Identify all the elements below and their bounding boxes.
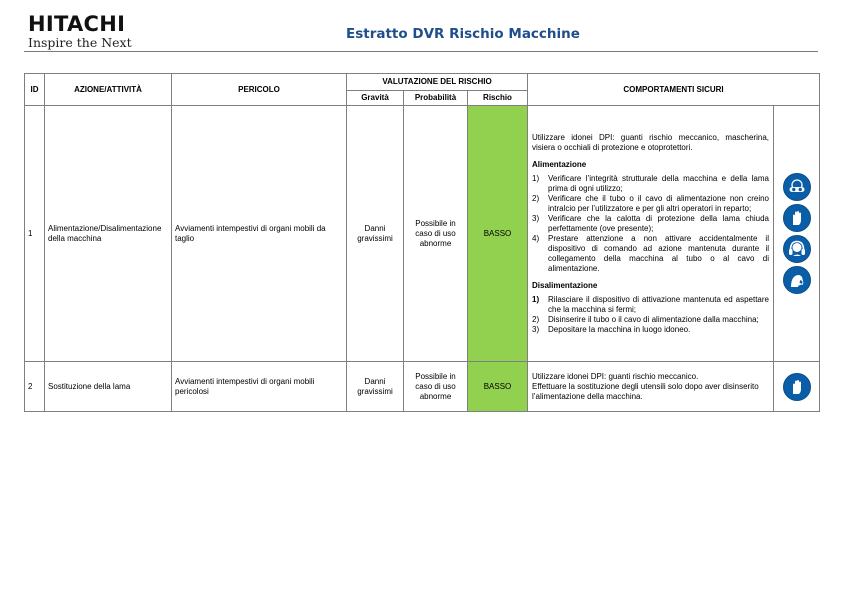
row-pericolo: Avviamenti intempestivi di organi mobili da taglio [172,106,347,362]
list-text: Verificare che il tubo o il cavo di alimentazione non creino intralcio per l’utilizzatore e per gli altri operatori in reparto; [548,193,769,213]
row-probabilita: Possibile in caso di uso abnorme [404,362,468,412]
dpi-intro: Utilizzare idonei DPI: guanti rischio meccanico, mascherina, visiera o occhiali di protezione e otoprotettori. [532,132,769,152]
list-number: 2) [532,193,540,203]
list-number: 1) [532,173,540,183]
row-rischio: BASSO [468,106,528,362]
row-probabilita: Possibile in caso di uso abnorme [404,106,468,362]
row-gravita: Danni gravissimi [347,362,404,412]
company-logo [28,14,132,50]
header-azione: AZIONE/ATTIVITÀ [45,74,172,106]
logo-tagline: Inspire the Next [28,35,132,50]
dpi-intro: Utilizzare idonei DPI: guanti rischio meccanico. [532,371,699,381]
row-id: 1 [25,106,45,362]
face-mask-icon [783,266,811,294]
list-item [532,194,769,214]
list-item [532,325,769,335]
header-gravita: Gravità [347,91,404,106]
header-divider [24,51,818,52]
list-text: Prestare attenzione a non attivare accidentalmente il dispositivo di comando ad azione mantenuta durante il collegamento della macchina al tubo o al cavo di alimentazione. [548,233,769,273]
list-number: 3) [532,324,540,334]
list-item [532,295,769,315]
section-title: Disalimentazione [532,280,598,290]
list-item [532,234,769,274]
instruction-text: Effettuare la sostituzione degli utensili solo dopo aver disinserito l’alimentazione della macchina. [532,381,759,401]
list-number: 2) [532,314,540,324]
list-item [532,214,769,234]
row-comportamenti [528,106,774,362]
header-probabilita: Probabilità [404,91,468,106]
risk-table [24,73,820,412]
ppe-icons-cell [774,106,820,362]
logo-brand: HITACHI [28,12,126,36]
ear-protection-icon [783,235,811,263]
list-number: 4) [532,233,540,243]
row-azione: Alimentazione/Disalimentazione della macchina [45,106,172,362]
row-pericolo: Avviamenti intempestivi di organi mobili pericolosi [172,362,347,412]
list-text: Disinserire il tubo o il cavo di alimentazione dalla macchina; [548,314,759,324]
header-pericolo: PERICOLO [172,74,347,106]
row-gravita: Danni gravissimi [347,106,404,362]
safety-goggles-icon [783,173,811,201]
table-row [25,106,820,362]
document-title: Estratto DVR Rischio Macchine [346,26,580,42]
list-text: Verificare che la calotta di protezione della lama chiuda perfettamente (ove presente); [548,213,769,233]
section-title: Alimentazione [532,159,587,169]
ppe-icons-cell [774,362,820,412]
row-azione: Sostituzione della lama [45,362,172,412]
header-id: ID [25,74,45,106]
header-valutazione: VALUTAZIONE DEL RISCHIO [347,74,528,91]
instruction-list [532,174,769,274]
list-text: Rilasciare il dispositivo di attivazione mantenuta ed aspettare che la macchina si fermi; [548,294,769,314]
list-text: Depositare la macchina in luogo idoneo. [548,324,691,334]
header-comportamenti: COMPORTAMENTI SICURI [528,74,820,106]
header-rischio: Rischio [468,91,528,106]
protective-gloves-icon [783,373,811,401]
list-text: Verificare l’integrità strutturale della macchina e della lama prima di ogni utilizzo; [548,173,769,193]
list-number: 1) [532,294,540,304]
protective-gloves-icon [783,204,811,232]
row-rischio: BASSO [468,362,528,412]
list-item [532,315,769,325]
list-item [532,174,769,194]
row-id: 2 [25,362,45,412]
instruction-list [532,295,769,335]
table-row [25,362,820,412]
list-number: 3) [532,213,540,223]
row-comportamenti [528,362,774,412]
